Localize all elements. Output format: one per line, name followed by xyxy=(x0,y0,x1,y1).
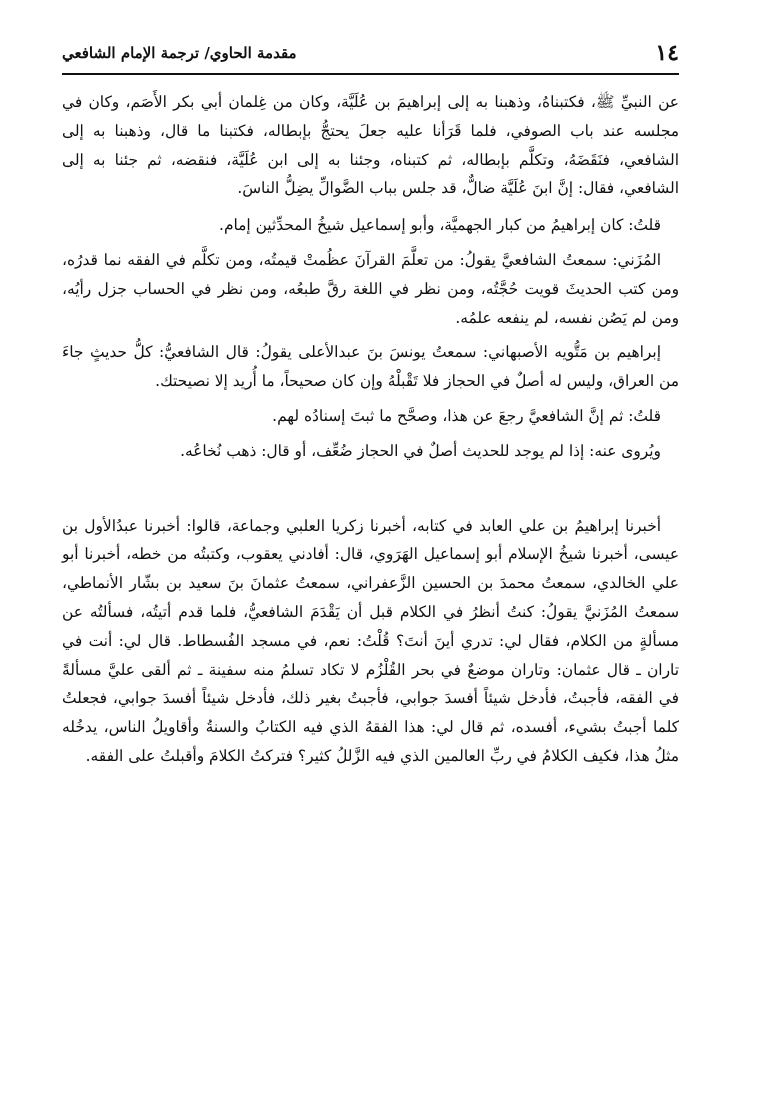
running-head: مقدمة الحاوي/ ترجمة الإمام الشافعي xyxy=(62,44,297,62)
page-number: ١٤ xyxy=(655,40,679,66)
paragraph: قلتُ: كان إبراهيمُ من كبار الجهميَّة، وأبو إسماعيل شيخُ المحدِّثين إمام. xyxy=(219,216,661,235)
paragraph: إبراهيم بن مَتُّويه الأصبهاني: سمعتُ يونسَ بنَ عبدالأعلى يقولُ: قال الشافعيُّ: كلُّ حديثٍ جاءَ من العراق، وليس له أصلٌ في الحجاز فلا تَقْبلْهُ وإن كان صحيحاً، ما أُريد إلا نصيحتك. xyxy=(62,343,679,391)
page-header xyxy=(62,36,679,76)
paragraph: المُزَني: سمعتُ الشافعيَّ يقولُ: من تعلَّمَ القرآنَ عظُمتْ قيمتُه، ومن تكلَّم في الفقه نما قدرُه، ومن كتب الحديثَ قويت حُجَّتُه، ومن نظر في اللغة رقَّ طبعُه، ومن نظر في الحساب جزل رأيُه، ومن لم يَصُن نفسه، لم ينفعه علمُه. xyxy=(62,250,679,327)
paragraph: عن النبيِّ ﷺ، فكتبناهُ، وذهبنا به إلى إبراهيمَ بن عُلَيَّة، وكان من غِلمان أبي بكر الأَصَم، وكان في مجلسه عند باب الصوفي، فلما قَرَأنا عليه جعلَ يحتجُّ بإبطاله، فكتبنا ما قال، وذهبنا به إلى الشافعي، فنَقَضَهُ، وتكلَّم بإبطاله، ثم كتبناه، وجئنا به إلى ابن عُلَيَّة، فنقضه، ثم جئنا به إلى الشافعي، فقال: إنَّ ابنَ عُلَيَّة ضالٌّ، قد جلس بباب الضَّوالِّ يضِلُّ الناسَ. xyxy=(62,93,679,198)
section-gap xyxy=(62,472,679,512)
header-rule xyxy=(62,73,679,75)
paragraph: أخبرنا إبراهيمُ بن علي العابد في كتابه، أخبرنا زكريا العلبي وجماعة، قالوا: أخبرنا عبدُالأول بن عيسى، أخبرنا شيخُ الإسلام أبو إسماعيل الهَرَوي، قال: أفادني يعقوب، وكتبتُه من خطه، أخبرنا أبو علي الخالدي، سمعتُ محمدَ بن الحسين الزَّعفراني، سمعتُ عثمانَ بنَ سعيد بن بشّار الأنماطي، سمعتُ المُزَنيَّ يقولُ: كنتُ أنظرُ في الكلام قبل أن يَقْدَمَ الشافعيُّ، فلما قدم أتيتُه، فسألتُه عن مسألةٍ من الكلام، فقال لي: تدري أينَ أنتَ؟ قُلْتُ: نعم، في مسجد الفُسطاط. قال لي: أنت في تاران ـ قال عثمان: وتاران موضعٌ في بحر القُلْزُم لا تكاد تسلمُ منه سفينة ـ ثم ألقى عليَّ مسألةً في الفقه، فأجبتُ، فأدخل شيئاً أفسدَ جوابي، فأجبتُ بغير ذلك، فأدخل شيئاً أفسدَ جوابي، فجعلتُ كلما أجبتُ بشيء، أفسده، ثم قال لي: هذا الفقهُ الذي فيه الكتابُ والسنةُ وأقاويلُ الناس، يدخُله مثلُ هذا، فكيف الكلامُ في ربِّ العالمين الذي فيه الزَّللُ كثير؟ فتركتُ الكلامَ وأقبلتُ على الفقه. xyxy=(62,516,679,765)
page-body xyxy=(62,88,679,777)
paragraph: ويُروى عنه: إذا لم يوجد للحديث أصلٌ في الحجاز ضُعِّف، أو قال: ذهب نُخاعُه. xyxy=(180,441,661,460)
paragraph: قلتُ: ثم إنَّ الشافعيَّ رجعَ عن هذا، وصحَّح ما ثبتَ إسنادُه لهم. xyxy=(272,406,661,425)
